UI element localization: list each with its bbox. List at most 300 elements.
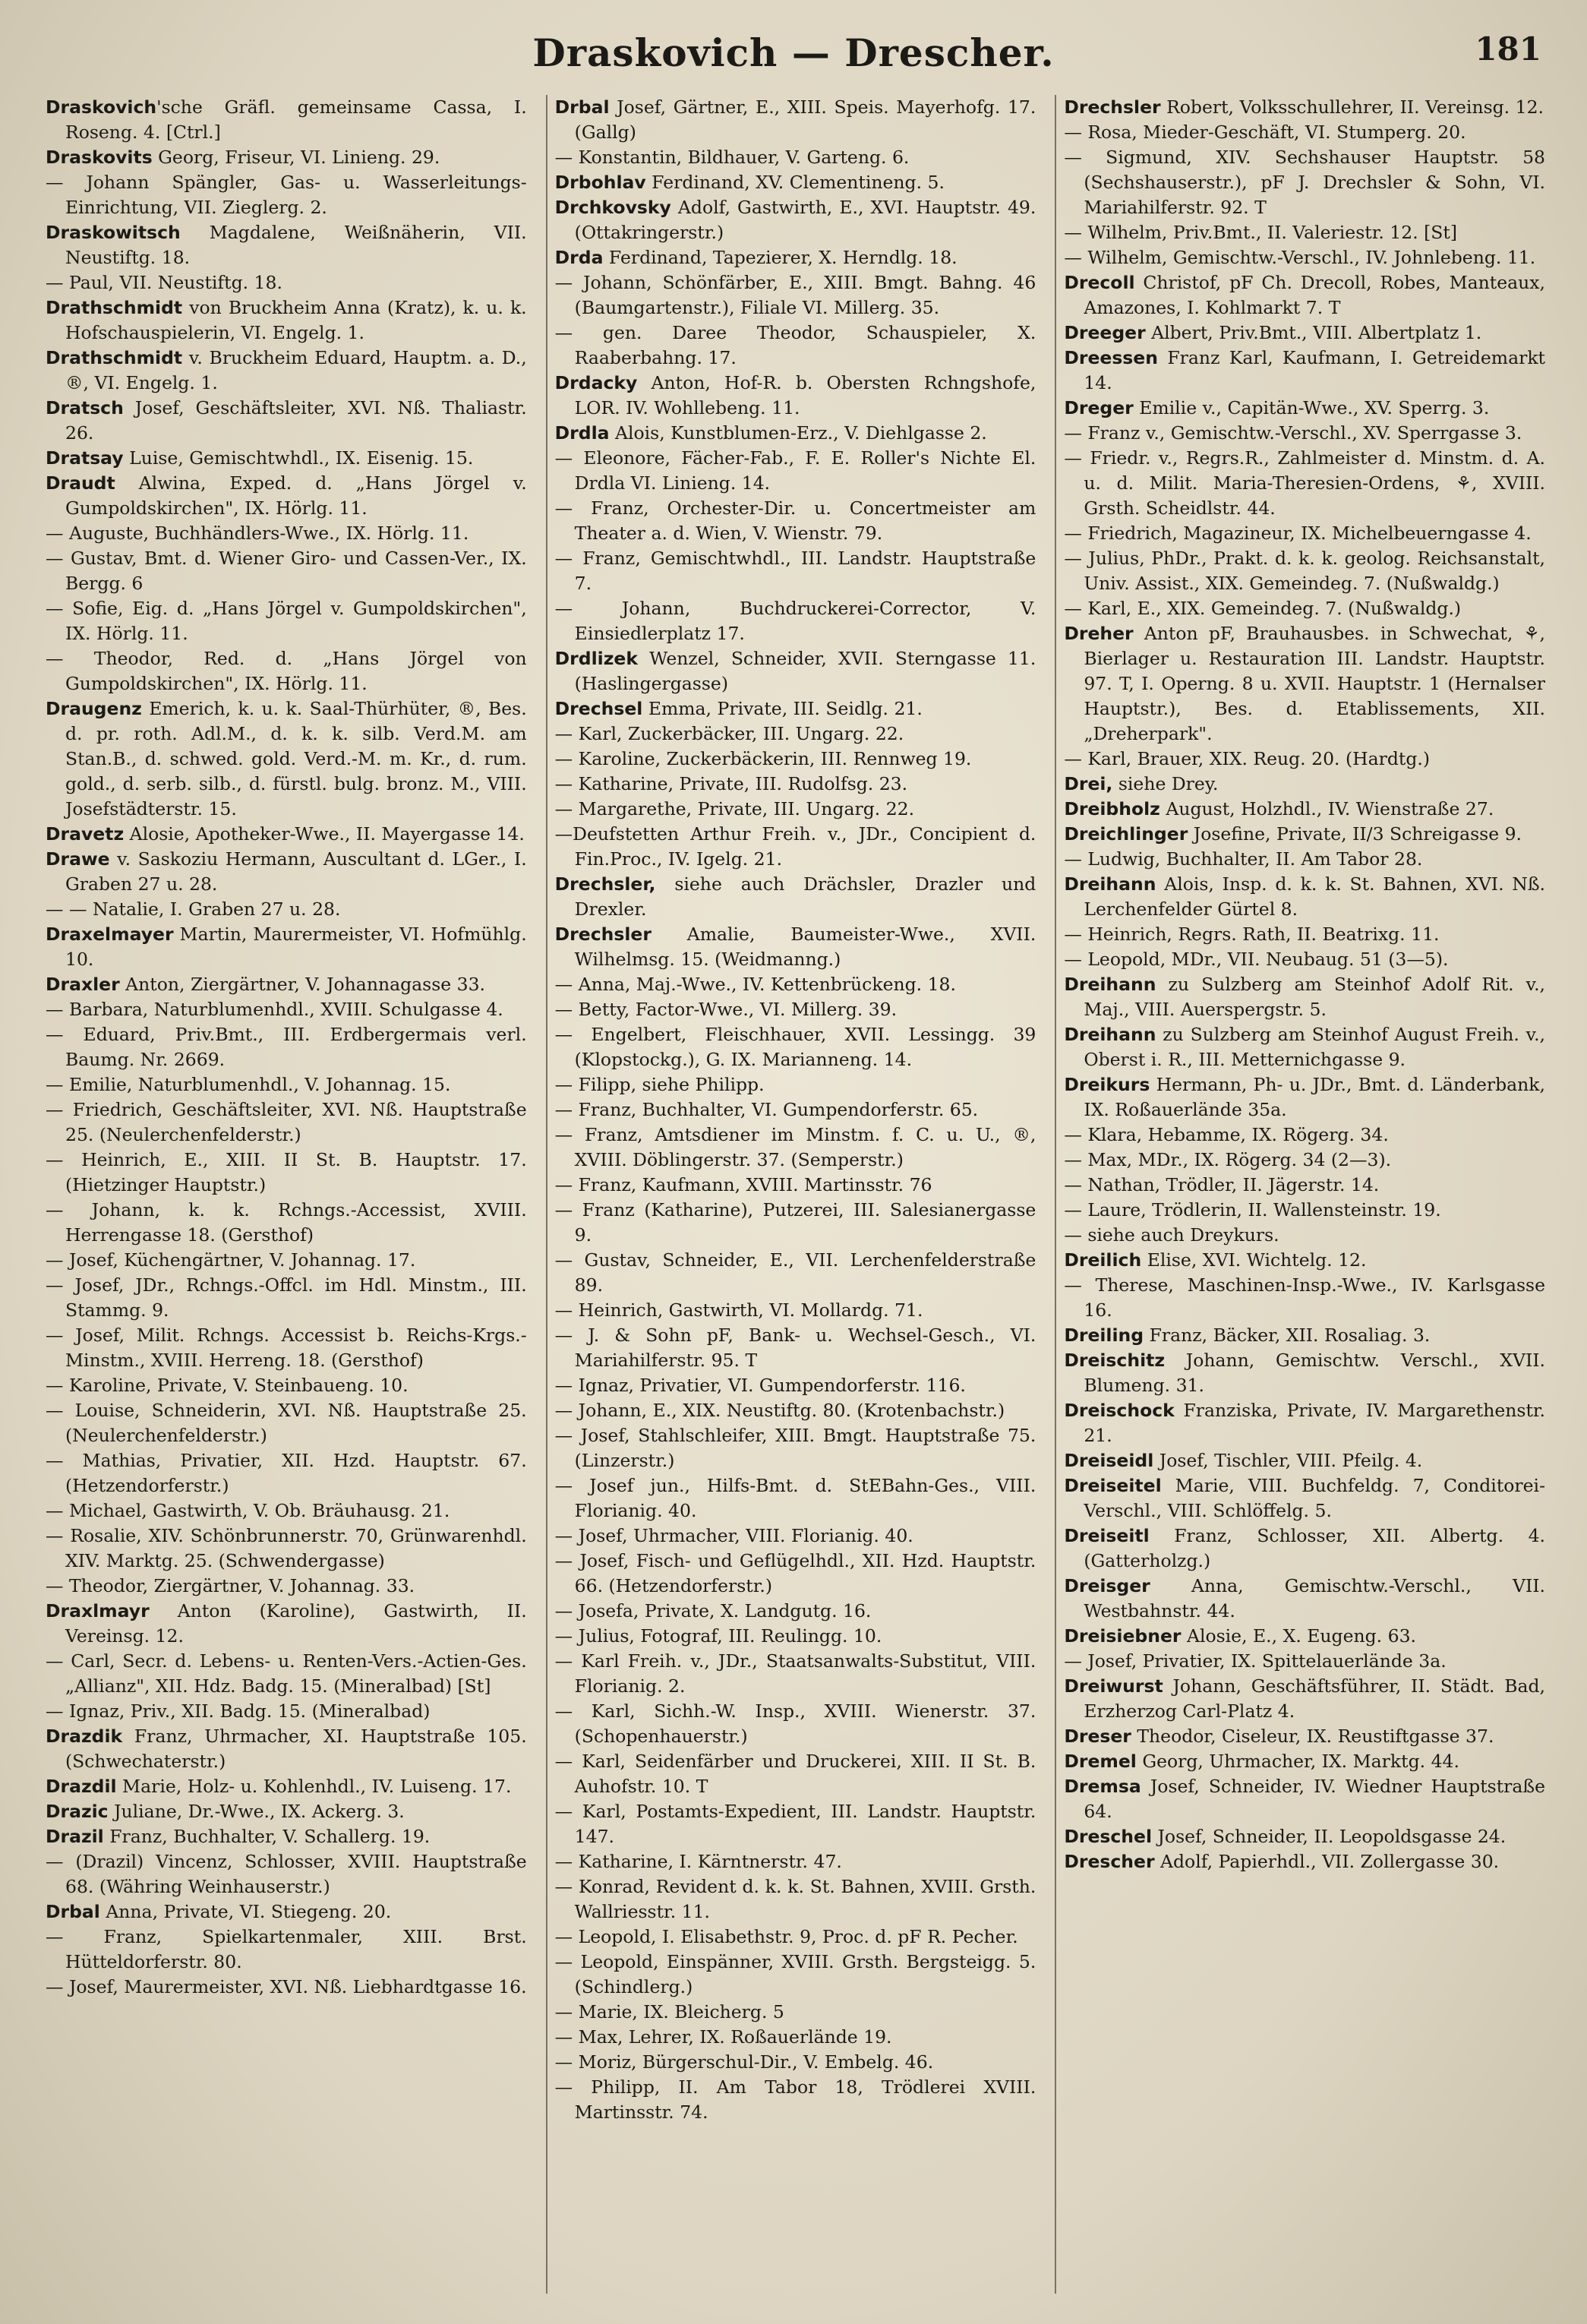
entry-details: — Johann, k. k. Rchngs.-Accessist, XVIII. Herrengasse 18. (Gersthof) (46, 1199, 527, 1246)
entry-surname: Dreiwurst (1064, 1675, 1163, 1697)
directory-entry (1064, 95, 1545, 120)
entry-details: — Julius, PhDr., Prakt. d. k. k. geolog. Reichsanstalt, Univ. Assist., XIX. Gemeindeg. 7. (Nußwaldg.) (1064, 548, 1546, 594)
entry-details: Josef, Schneider, II. Leopoldsgasse 24. (1152, 1826, 1507, 1847)
entry-surname: Drei, (1064, 773, 1113, 794)
directory-entry (1064, 747, 1545, 772)
entry-surname: Dreischitz (1064, 1350, 1166, 1371)
entry-surname: Drazdik (46, 1726, 123, 1747)
entry-details: Alwina, Exped. d. „Hans Jörgel v. Gumpoldskirchen", IX. Hörlg. 11. (65, 472, 527, 519)
entry-surname: Drechsler (1064, 96, 1161, 118)
entry-surname: Drechsler, (554, 873, 656, 895)
entry-details: — siehe auch Dreykurs. (1064, 1224, 1279, 1246)
directory-entry (46, 1323, 527, 1373)
directory-entry (46, 822, 527, 847)
directory-entry (1064, 1448, 1545, 1473)
entry-details: — Konrad, Revident d. k. k. St. Bahnen, XVIII. Grsth. Wallriesstr. 11. (554, 1876, 1036, 1922)
directory-entry (555, 822, 1036, 872)
directory-entry (46, 1022, 527, 1072)
directory-entry (46, 997, 527, 1022)
directory-entry (555, 195, 1036, 245)
entry-details: — Auguste, Buchhändlers-Wwe., IX. Hörlg. 11. (46, 523, 469, 544)
directory-entry (1064, 1223, 1545, 1248)
directory-entry (555, 772, 1036, 797)
directory-entry (1064, 120, 1545, 145)
entry-details: — Margarethe, Private, III. Ungarg. 22. (554, 798, 915, 819)
directory-entry (1064, 320, 1545, 346)
directory-entry (1064, 1749, 1545, 1774)
entry-surname: Dreiseidl (1064, 1450, 1154, 1471)
directory-entry (46, 396, 527, 446)
directory-entry (46, 1072, 527, 1097)
directory-entry (555, 1799, 1036, 1849)
directory-entry (46, 546, 527, 596)
entry-details: — Josef, Privatier, IX. Spittelauerlände 3a. (1064, 1650, 1447, 1672)
directory-entry (555, 145, 1036, 170)
entry-details: — Johann, E., XIX. Neustiftg. 80. (Krotenbachstr.) (554, 1400, 1005, 1421)
entry-surname: Drbal (554, 96, 610, 118)
entry-details: Emerich, k. u. k. Saal-Thürhüter, ®, Bes. d. pr. roth. Adl.M., d. k. k. silb. Verd.M. am Stan.B., d. schwed. gold. Verd.-M. m. Kr., d. rum. gold., d. serb. silb., d. fürstl. bulg. bronz. M., VIII. Josefstädterstr. 15. (65, 698, 527, 819)
directory-entry (555, 722, 1036, 747)
directory-entry (1064, 772, 1545, 797)
directory-entry (46, 1198, 527, 1248)
directory-entry (1064, 1273, 1545, 1323)
directory-entry (46, 1273, 527, 1323)
directory-entry (555, 1649, 1036, 1699)
directory-entry (1064, 947, 1545, 972)
entry-details: Anton (Karoline), Gastwirth, II. Vereinsg. 12. (65, 1600, 527, 1647)
entry-details: Hermann, Ph- u. JDr., Bmt. d. Länderbank, IX. Roßauerlände 35a. (1084, 1074, 1546, 1120)
entry-details: 'sche Gräfl. gemeinsame Cassa, I. Roseng. 4. [Ctrl.] (65, 96, 527, 143)
entry-details: — Leopold, Einspänner, XVIII. Grsth. Bergsteigg. 5. (Schindlerg.) (554, 1951, 1036, 1997)
directory-entry (1064, 1473, 1545, 1524)
entry-details: — Josefa, Private, X. Landgutg. 16. (554, 1600, 872, 1621)
directory-entry (555, 1473, 1036, 1524)
entry-details: Josef, Gärtner, E., XIII. Speis. Mayerhofg. 17. (Gallg) (574, 96, 1036, 143)
directory-entry (555, 1423, 1036, 1473)
directory-entry (1064, 1774, 1545, 1824)
directory-entry (1064, 1348, 1545, 1398)
entry-details: Georg, Friseur, VI. Linieng. 29. (152, 147, 440, 168)
directory-entry (1064, 1148, 1545, 1173)
directory-entry (1064, 245, 1545, 270)
entry-details: Luise, Gemischtwhdl., IX. Eisenig. 15. (123, 447, 474, 469)
directory-entry (46, 1925, 527, 1975)
entry-details: — Karl, Postamts-Expedient, III. Landstr. Hauptstr. 147. (554, 1801, 1036, 1847)
directory-entry (555, 2050, 1036, 2075)
entry-details: Albert, Priv.Bmt., VIII. Albertplatz 1. (1145, 322, 1482, 343)
directory-entry (555, 747, 1036, 772)
entry-details: — Sofie, Eig. d. „Hans Jörgel v. Gumpoldskirchen", IX. Hörlg. 11. (46, 598, 527, 644)
directory-entry (46, 1599, 527, 1649)
entry-details: — Michael, Gastwirth, V. Ob. Bräuhausg. 21. (46, 1500, 450, 1521)
directory-entry (46, 1724, 527, 1774)
directory-entry (1064, 1574, 1545, 1624)
entry-surname: Drchkovsky (554, 197, 671, 218)
entry-details: — Josef, Uhrmacher, VIII. Florianig. 40. (554, 1525, 913, 1546)
entry-details: — Franz, Orchester-Dir. u. Concertmeister am Theater a. d. Wien, V. Wienstr. 79. (554, 497, 1036, 544)
directory-entry (46, 1498, 527, 1524)
entry-details: — Franz, Kaufmann, XVIII. Martinsstr. 76 (554, 1174, 932, 1195)
entry-details: Magdalene, Weißnäherin, VII. Neustiftg. 18. (65, 222, 527, 268)
directory-entry (555, 2000, 1036, 2025)
entry-details: Emilie v., Capitän-Wwe., XV. Sperrg. 3. (1133, 397, 1490, 418)
entry-details: Alois, Insp. d. k. k. St. Bahnen, XVI. Nß. Lerchenfelder Gürtel 8. (1084, 873, 1546, 920)
directory-entry (555, 1123, 1036, 1173)
entry-details: — Heinrich, E., XIII. II St. B. Hauptstr. 17. (Hietzinger Hauptstr.) (46, 1149, 527, 1195)
entry-details: Josefine, Private, II/3 Schreigasse 9. (1188, 823, 1522, 845)
directory-entry (46, 145, 527, 170)
entry-details: — Karl, Sichh.-W. Insp., XVIII. Wienerstr. 37. (Schopenhauerstr.) (554, 1700, 1036, 1747)
entry-details: — Sigmund, XIV. Sechshauser Hauptstr. 58 (Sechshauserstr.), pF J. Drechsler & Sohn, VI. Mariahilferstr. 92. T (1064, 147, 1546, 218)
directory-entry (555, 546, 1036, 596)
entry-details: — Franz v., Gemischtw.-Verschl., XV. Sperrgasse 3. (1064, 422, 1522, 444)
directory-entry (555, 696, 1036, 722)
entry-surname: Dravetz (46, 823, 125, 845)
entry-surname: Dreser (1064, 1726, 1131, 1747)
entry-surname: Dreger (1064, 397, 1134, 418)
entry-details: zu Sulzberg am Steinhof Adolf Rit. v., Maj., VIII. Auerspergstr. 5. (1084, 974, 1546, 1020)
directory-entry (555, 320, 1036, 371)
entry-details: Franz Karl, Kaufmann, I. Getreidemarkt 14. (1084, 347, 1546, 393)
entry-surname: Dreschel (1064, 1826, 1153, 1847)
entry-details: — Johann, Schönfärber, E., XIII. Bmgt. Bahng. 46 (Baumgartenstr.), Filiale VI. Millerg. 35. (554, 272, 1036, 318)
entry-surname: Draskovich (46, 96, 157, 118)
entry-details: — Philipp, II. Am Tabor 18, Trödlerei XVIII. Martinsstr. 74. (554, 2076, 1036, 2123)
directory-entry (46, 1398, 527, 1448)
directory-entry (1064, 220, 1545, 245)
directory-entry (555, 371, 1036, 421)
directory-entry (555, 646, 1036, 696)
entry-details: — Anna, Maj.-Wwe., IV. Kettenbrückeng. 18. (554, 974, 956, 995)
directory-entry (1064, 1323, 1545, 1348)
directory-entry (46, 220, 527, 270)
entry-details: — Konstantin, Bildhauer, V. Garteng. 6. (554, 147, 910, 168)
entry-details: Georg, Uhrmacher, IX. Marktg. 44. (1136, 1751, 1459, 1772)
directory-entry (555, 245, 1036, 270)
entry-details: Robert, Volksschullehrer, II. Vereinsg. 12. (1160, 96, 1544, 118)
directory-entry (1064, 1072, 1545, 1123)
directory-entry (1064, 847, 1545, 872)
entry-surname: Draxelmayer (46, 924, 174, 945)
entry-details: — Josef jun., Hilfs-Bmt. d. StEBahn-Ges., VIII. Florianig. 40. (554, 1475, 1036, 1521)
directory-entry (1064, 797, 1545, 822)
entry-surname: Draxlmayr (46, 1600, 150, 1621)
directory-entry (46, 471, 527, 521)
entry-details: Ferdinand, Tapezierer, X. Herndlg. 18. (603, 247, 958, 268)
directory-entry (555, 997, 1036, 1022)
directory-entry (1064, 446, 1545, 521)
entry-details: — Wilhelm, Priv.Bmt., II. Valeriestr. 12. [St] (1064, 222, 1458, 243)
entry-details: Anna, Private, VI. Stiegeng. 20. (99, 1901, 392, 1922)
directory-entry (555, 972, 1036, 997)
entry-details: — Gustav, Bmt. d. Wiener Giro- und Cassen-Ver., IX. Bergg. 6 (46, 548, 527, 594)
entry-details: siehe auch Drächsler, Drazler und Drexler. (574, 873, 1036, 920)
entry-details: — Klara, Hebamme, IX. Rögerg. 34. (1064, 1124, 1389, 1145)
entry-details: — Moriz, Bürgerschul-Dir., V. Embelg. 46. (554, 2051, 934, 2073)
entry-details: — Karl, Zuckerbäcker, III. Ungarg. 22. (554, 723, 904, 744)
entry-details: — Franz, Gemischtwhdl., III. Landstr. Hauptstraße 7. (554, 548, 1036, 594)
entry-surname: Drathschmidt (46, 347, 183, 368)
directory-entry (46, 1574, 527, 1599)
entry-details: — (Drazil) Vincenz, Schlosser, XVIII. Hauptstraße 68. (Währing Weinhauserstr.) (46, 1851, 527, 1897)
entry-details: Anton, Ziergärtner, V. Johannagasse 33. (119, 974, 486, 995)
directory-entry (1064, 972, 1545, 1022)
entry-details: — Max, MDr., IX. Rögerg. 34 (2—3). (1064, 1149, 1392, 1170)
directory-entry (1064, 1123, 1545, 1148)
entry-details: Alosie, E., X. Eugeng. 63. (1181, 1625, 1416, 1647)
entry-details: zu Sulzberg am Steinhof August Freih. v., Oberst i. R., III. Metternichgasse 9. (1084, 1024, 1546, 1070)
entry-details: Juliane, Dr.-Wwe., IX. Ackerg. 3. (108, 1801, 405, 1822)
directory-entry (555, 1298, 1036, 1323)
directory-entry (46, 596, 527, 646)
directory-entry (555, 1524, 1036, 1549)
directory-entry (1064, 1524, 1545, 1574)
entry-surname: Dreisiebner (1064, 1625, 1182, 1647)
entry-surname: Drawe (46, 848, 110, 870)
entry-details: — Engelbert, Fleischhauer, XVII. Lessingg. 39 (Klopstockg.), G. IX. Marianneng. 14. (554, 1024, 1036, 1070)
directory-entry (1064, 621, 1545, 747)
directory-entry (555, 1549, 1036, 1599)
directory-entry (1064, 1674, 1545, 1724)
entry-details: Franziska, Private, IV. Margarethenstr. 21. (1084, 1400, 1546, 1446)
directory-entry (555, 797, 1036, 822)
directory-entry (46, 1975, 527, 2000)
entry-details: — — Natalie, I. Graben 27 u. 28. (46, 898, 341, 920)
entry-surname: Dreihann (1064, 873, 1156, 895)
directory-entry (555, 1198, 1036, 1248)
entry-surname: Drda (554, 247, 604, 268)
entry-details: — Katharine, Private, III. Rudolfsg. 23. (554, 773, 908, 794)
entry-surname: Dreiling (1064, 1325, 1144, 1346)
entry-details: Marie, Holz- u. Kohlenhdl., IV. Luiseng. 17. (116, 1776, 512, 1797)
entry-details: Anton, Hof-R. b. Obersten Rchngshofe, LOR. IV. Wohllebeng. 11. (574, 372, 1036, 418)
page-number: 181 (1475, 30, 1541, 68)
entry-surname: Drecoll (1064, 272, 1135, 293)
entry-surname: Dremel (1064, 1751, 1137, 1772)
column-3 (1055, 95, 1545, 2294)
entry-details: — Heinrich, Regrs. Rath, II. Beatrixg. 11. (1064, 924, 1440, 945)
entry-surname: Dratsay (46, 447, 124, 469)
entry-surname: Drbal (46, 1901, 100, 1922)
entry-surname: Drbohlav (554, 172, 646, 193)
entry-details: — Ludwig, Buchhalter, II. Am Tabor 28. (1064, 848, 1423, 870)
entry-surname: Dreihann (1064, 1024, 1156, 1045)
entry-details: — Max, Lehrer, IX. Roßauerlände 19. (554, 2026, 892, 2048)
directory-entry (46, 346, 527, 396)
entry-details: August, Holzhdl., IV. Wienstraße 27. (1159, 798, 1494, 819)
entry-details: — Karoline, Zuckerbäckerin, III. Rennweg 19. (554, 748, 972, 769)
directory-entry (46, 1448, 527, 1498)
directory-entry (46, 270, 527, 295)
entry-surname: Draxler (46, 974, 120, 995)
entry-details: — gen. Daree Theodor, Schauspieler, X. Raaberbahng. 17. (554, 322, 1036, 368)
entry-surname: Drdacky (554, 372, 638, 393)
entry-details: — Emilie, Naturblumenhdl., V. Johannag. 15. (46, 1074, 451, 1095)
directory-entry (555, 872, 1036, 922)
entry-details: — Theodor, Red. d. „Hans Jörgel von Gumpoldskirchen", IX. Hörlg. 11. (46, 648, 527, 694)
entry-details: Emma, Private, III. Seidlg. 21. (642, 698, 923, 719)
directory-entry (1064, 1649, 1545, 1674)
entry-details: — Rosa, Mieder-Geschäft, VI. Stumperg. 20. (1064, 122, 1466, 143)
entry-surname: Dreischock (1064, 1400, 1175, 1421)
directory-entry (555, 170, 1036, 195)
entry-surname: Dratsch (46, 397, 124, 418)
entry-details: Theodor, Ciseleur, IX. Reustiftgasse 37. (1131, 1726, 1494, 1747)
entry-details: Johann, Gemischtw. Verschl., XVII. Blumeng. 31. (1084, 1350, 1546, 1396)
entry-details: Martin, Maurermeister, VI. Hofmühlg. 10. (65, 924, 527, 970)
directory-entry (46, 972, 527, 997)
entry-surname: Drdlizek (554, 648, 638, 669)
entry-details: — Eleonore, Fächer-Fab., F. E. Roller's Nichte El. Drdla VI. Linieng. 14. (554, 447, 1036, 494)
entry-surname: Dremsa (1064, 1776, 1141, 1797)
entry-details: — Therese, Maschinen-Insp.-Wwe., IV. Karlsgasse 16. (1064, 1274, 1546, 1321)
directory-entry (46, 922, 527, 972)
directory-entry (46, 1148, 527, 1198)
directory-entry (1064, 396, 1545, 421)
directory-entry (1064, 270, 1545, 320)
entry-details: — Nathan, Trödler, II. Jägerstr. 14. (1064, 1174, 1380, 1195)
entry-details: — Franz, Buchhalter, VI. Gumpendorferstr. 65. (554, 1099, 979, 1120)
entry-details: — Carl, Secr. d. Lebens- u. Renten-Vers.-Actien-Ges. „Allianz", XII. Hdz. Badg. 15. (Mineralbad) [St] (46, 1650, 527, 1697)
entry-details: — Karl, Brauer, XIX. Reug. 20. (Hardtg.) (1064, 748, 1431, 769)
directory-entry (46, 295, 527, 346)
entry-details: — Karoline, Private, V. Steinbaueng. 10. (46, 1375, 409, 1396)
entry-details: von Bruckheim Anna (Kratz), k. u. k. Hofschauspielerin, VI. Engelg. 1. (65, 297, 527, 343)
directory-entry (555, 1072, 1036, 1097)
directory-entry (46, 1774, 527, 1799)
entry-details: v. Bruckheim Eduard, Hauptm. a. D., ®, VI. Engelg. 1. (65, 347, 527, 393)
entry-details: — Marie, IX. Bleicherg. 5 (554, 2001, 784, 2022)
directory-entry (555, 1022, 1036, 1072)
directory-entry (1064, 1398, 1545, 1448)
entry-details: Adolf, Gastwirth, E., XVI. Hauptstr. 49. (Ottakringerstr.) (574, 197, 1036, 243)
entry-surname: Dreikurs (1064, 1074, 1150, 1095)
directory-entry (46, 170, 527, 220)
entry-details: Anton pF, Brauhausbes. in Schwechat, ⚘, Bierlager u. Restauration III. Landstr. Hauptstr. 97. T, I. Operng. 8 u. XVII. Hauptstr. 1 (Hernalser Hauptstr.), Bes. d. Etablissements, XII. „Dreherpark". (1084, 623, 1546, 744)
entry-surname: Dreher (1064, 623, 1134, 644)
directory-entry (1064, 1824, 1545, 1849)
entry-details: — Eduard, Priv.Bmt., III. Erdbergermais verl. Baumg. Nr. 2669. (46, 1024, 527, 1070)
entry-details: — Paul, VII. Neustiftg. 18. (46, 272, 282, 293)
directory-columns (46, 95, 1545, 2294)
column-2 (546, 95, 1036, 2294)
entry-details: — Franz (Katharine), Putzerei, III. Salesianergasse 9. (554, 1199, 1036, 1246)
directory-entry (1064, 421, 1545, 446)
entry-details: — Heinrich, Gastwirth, VI. Mollardg. 71. (554, 1299, 923, 1321)
directory-entry (555, 1173, 1036, 1198)
entry-surname: Draugenz (46, 698, 142, 719)
entry-details: Alosie, Apotheker-Wwe., II. Mayergasse 14. (124, 823, 525, 845)
directory-entry (46, 646, 527, 696)
entry-surname: Drechsler (554, 924, 652, 945)
entry-details: — Gustav, Schneider, E., VII. Lerchenfelderstraße 89. (554, 1249, 1036, 1296)
directory-entry (1064, 1849, 1545, 1874)
directory-entry (555, 1097, 1036, 1123)
directory-entry (555, 1373, 1036, 1398)
directory-entry (555, 496, 1036, 546)
entry-details: Alois, Kunstblumen-Erz., V. Diehlgasse 2. (609, 422, 987, 444)
entry-details: Franz, Bäcker, XII. Rosaliag. 3. (1144, 1325, 1431, 1346)
entry-details: Ferdinand, XV. Clementineng. 5. (645, 172, 945, 193)
entry-surname: Dreeger (1064, 322, 1146, 343)
entry-details: — Josef, Küchengärtner, V. Johannag. 17. (46, 1249, 416, 1271)
entry-details: — Rosalie, XIV. Schönbrunnerstr. 70, Grünwarenhdl. XIV. Marktg. 25. (Schwendergasse) (46, 1525, 527, 1571)
entry-surname: Drdla (554, 422, 610, 444)
entry-surname: Draudt (46, 472, 115, 494)
entry-details: — Betty, Factor-Wwe., VI. Millerg. 39. (554, 999, 898, 1020)
directory-entry (555, 1599, 1036, 1624)
entry-details: — Ignaz, Priv., XII. Badg. 15. (Mineralbad) (46, 1700, 431, 1722)
directory-entry (1064, 596, 1545, 621)
directory-entry (555, 1849, 1036, 1874)
directory-entry (46, 1699, 527, 1724)
entry-details: — Katharine, I. Kärntnerstr. 47. (554, 1851, 842, 1872)
entry-details: — Franz, Spielkartenmaler, XIII. Brst. Hütteldorferstr. 80. (46, 1926, 527, 1972)
directory-entry (46, 1899, 527, 1925)
entry-details: — Karl, E., XIX. Gemeindeg. 7. (Nußwaldg.) (1064, 598, 1462, 619)
entry-details: — Leopold, I. Elisabethstr. 9, Proc. d. pF R. Pecher. (554, 1926, 1018, 1947)
page-header (0, 30, 1587, 84)
directory-entry (46, 847, 527, 897)
directory-entry (1064, 1248, 1545, 1273)
directory-entry (1064, 872, 1545, 922)
entry-details: — Filipp, siehe Philipp. (554, 1074, 765, 1095)
directory-entry (1064, 346, 1545, 396)
directory-entry (1064, 1724, 1545, 1749)
directory-entry (46, 1799, 527, 1824)
directory-entry (555, 1248, 1036, 1298)
directory-entry (46, 1248, 527, 1273)
directory-entry (555, 1874, 1036, 1925)
column-1 (46, 95, 527, 2294)
entry-surname: Dreiseitel (1064, 1475, 1162, 1496)
entry-details: — Franz, Amtsdiener im Minstm. f. C. u. U., ®, XVIII. Döblingerstr. 37. (Semperstr.) (554, 1124, 1036, 1170)
entry-surname: Draskovits (46, 147, 153, 168)
entry-details: Marie, VIII. Buchfeldg. 7, Conditorei-Verschl., VIII. Schlöffelg. 5. (1084, 1475, 1546, 1521)
entry-details: Anna, Gemischtw.-Verschl., VII. Westbahnstr. 44. (1084, 1575, 1546, 1621)
directory-entry (555, 2025, 1036, 2050)
entry-details: — Johann, Buchdruckerei-Corrector, V. Einsiedlerplatz 17. (554, 598, 1036, 644)
directory-entry (46, 446, 527, 471)
directory-entry (46, 1824, 527, 1849)
entry-surname: Drechsel (554, 698, 643, 719)
directory-entry (1064, 822, 1545, 847)
directory-entry (46, 521, 527, 546)
directory-entry (1064, 546, 1545, 596)
entry-surname: Dreilich (1064, 1249, 1142, 1271)
entry-details: Johann, Geschäftsführer, II. Städt. Bad, Erzherzog Carl-Platz 4. (1084, 1675, 1546, 1722)
entry-surname: Dreessen (1064, 347, 1158, 368)
directory-entry (555, 1749, 1036, 1799)
entry-details: — Ignaz, Privatier, VI. Gumpendorferstr. 116. (554, 1375, 966, 1396)
entry-details: — Louise, Schneiderin, XVI. Nß. Hauptstraße 25. (Neulerchenfelderstr.) (46, 1400, 527, 1446)
entry-details: — Julius, Fotograf, III. Reulingg. 10. (554, 1625, 882, 1647)
entry-details: Franz, Schlosser, XII. Albertg. 4. (Gatterholzg.) (1084, 1525, 1546, 1571)
entry-details: Christof, pF Ch. Drecoll, Robes, Manteaux, Amazones, I. Kohlmarkt 7. T (1084, 272, 1546, 318)
entry-details: — Johann Spängler, Gas- u. Wasserleitungs-Einrichtung, VII. Zieglerg. 2. (46, 172, 527, 218)
entry-surname: Drazil (46, 1826, 104, 1847)
directory-entry (1064, 1198, 1545, 1223)
entry-details: Josef, Geschäftsleiter, XVI. Nß. Thaliastr. 26. (65, 397, 527, 444)
entry-details: Elise, XVI. Wichtelg. 12. (1141, 1249, 1367, 1271)
entry-details: — Karl, Seidenfärber und Druckerei, XIII. II St. B. Auhofstr. 10. T (554, 1751, 1036, 1797)
directory-entry (555, 1624, 1036, 1649)
directory-entry (46, 1649, 527, 1699)
directory-entry (1064, 1022, 1545, 1072)
entry-details: — Theodor, Ziergärtner, V. Johannag. 33. (46, 1575, 415, 1596)
entry-surname: Draskowitsch (46, 222, 181, 243)
entry-details: — Josef, Fisch- und Geflügelhdl., XII. Hzd. Hauptstr. 66. (Hetzendorferstr.) (554, 1550, 1036, 1596)
